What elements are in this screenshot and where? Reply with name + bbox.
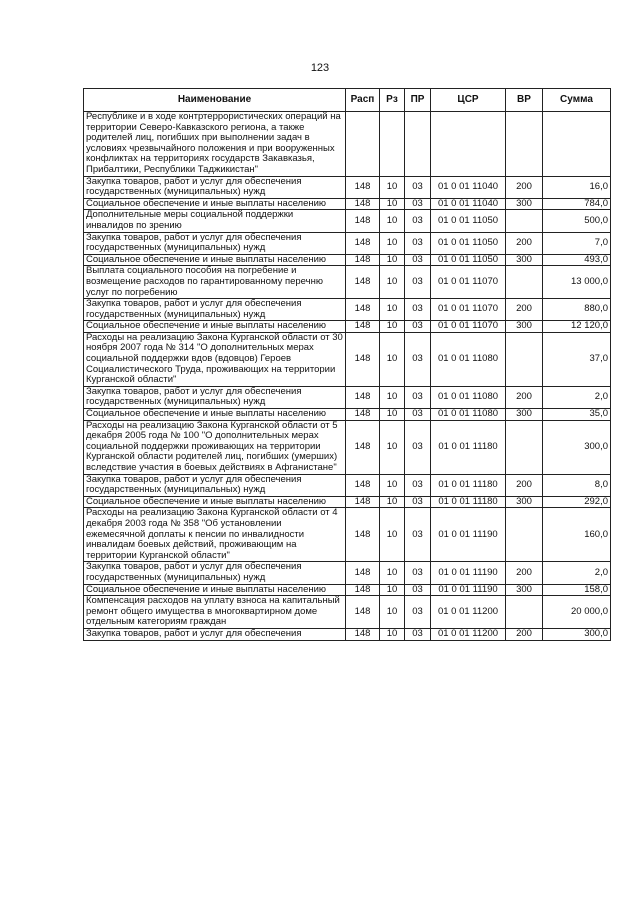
- page-number: 123: [310, 62, 330, 74]
- cell-vr: [506, 508, 543, 562]
- cell-rz: 10: [380, 420, 405, 474]
- cell-sum: 880,0: [543, 299, 611, 321]
- cell-csr: 01 0 01 11050: [431, 254, 506, 266]
- cell-rz: 10: [380, 176, 405, 198]
- cell-sum: 8,0: [543, 474, 611, 496]
- cell-rz: 10: [380, 232, 405, 254]
- cell-csr: 01 0 01 11080: [431, 386, 506, 408]
- table-row: [84, 474, 611, 496]
- cell-name: Социальное обеспечение и иные выплаты населению: [84, 584, 346, 596]
- table-row: [84, 584, 611, 596]
- cell-name: Социальное обеспечение и иные выплаты населению: [84, 496, 346, 508]
- cell-sum: 2,0: [543, 386, 611, 408]
- cell-name: Закупка товаров, работ и услуг для обеспечения государственных (муниципальных) нужд: [84, 562, 346, 584]
- cell-pr: 03: [405, 420, 431, 474]
- cell-sum: 7,0: [543, 232, 611, 254]
- cell-csr: 01 0 01 11070: [431, 299, 506, 321]
- cell-pr: 03: [405, 409, 431, 421]
- cell-pr: 03: [405, 332, 431, 386]
- cell-rasp: 148: [346, 562, 380, 584]
- cell-pr: 03: [405, 386, 431, 408]
- cell-vr: [506, 112, 543, 177]
- cell-name: Закупка товаров, работ и услуг для обеспечения государственных (муниципальных) нужд: [84, 232, 346, 254]
- cell-rz: 10: [380, 198, 405, 210]
- cell-name: Расходы на реализацию Закона Курганской области от 4 декабря 2003 года № 358 "Об установлении ежемесячной доплаты к пенсии по инвалидности инвалидам боевых действий, проживающим на территории Курганской области": [84, 508, 346, 562]
- cell-rz: 10: [380, 386, 405, 408]
- cell-csr: 01 0 01 11050: [431, 210, 506, 232]
- cell-vr: 200: [506, 628, 543, 640]
- cell-csr: 01 0 01 11080: [431, 332, 506, 386]
- cell-name: Социальное обеспечение и иные выплаты населению: [84, 198, 346, 210]
- cell-csr: 01 0 01 11180: [431, 496, 506, 508]
- cell-rz: 10: [380, 596, 405, 629]
- cell-rz: 10: [380, 321, 405, 333]
- cell-vr: 300: [506, 254, 543, 266]
- table-row: [84, 386, 611, 408]
- cell-sum: 158,0: [543, 584, 611, 596]
- cell-sum: 37,0: [543, 332, 611, 386]
- cell-csr: 01 0 01 11190: [431, 508, 506, 562]
- cell-pr: [405, 112, 431, 177]
- cell-name: Закупка товаров, работ и услуг для обеспечения: [84, 628, 346, 640]
- cell-rasp: 148: [346, 420, 380, 474]
- cell-csr: 01 0 01 11040: [431, 198, 506, 210]
- cell-name: Закупка товаров, работ и услуг для обеспечения государственных (муниципальных) нужд: [84, 176, 346, 198]
- table-row: [84, 232, 611, 254]
- cell-sum: 12 120,0: [543, 321, 611, 333]
- cell-pr: 03: [405, 254, 431, 266]
- cell-vr: 300: [506, 198, 543, 210]
- cell-csr: 01 0 01 11190: [431, 562, 506, 584]
- cell-pr: 03: [405, 232, 431, 254]
- table-row: [84, 210, 611, 232]
- table-row: [84, 299, 611, 321]
- cell-rasp: 148: [346, 299, 380, 321]
- table-row: [84, 409, 611, 421]
- cell-pr: 03: [405, 584, 431, 596]
- col-header-sum: Сумма: [543, 89, 611, 112]
- cell-csr: 01 0 01 11200: [431, 628, 506, 640]
- cell-csr: 01 0 01 11050: [431, 232, 506, 254]
- cell-rz: 10: [380, 562, 405, 584]
- cell-pr: 03: [405, 198, 431, 210]
- cell-rasp: 148: [346, 386, 380, 408]
- budget-table: [83, 88, 611, 641]
- table-row: [84, 176, 611, 198]
- cell-pr: 03: [405, 266, 431, 299]
- cell-csr: 01 0 01 11180: [431, 474, 506, 496]
- cell-sum: 784,0: [543, 198, 611, 210]
- cell-rasp: 148: [346, 596, 380, 629]
- cell-vr: 200: [506, 474, 543, 496]
- cell-csr: 01 0 01 11080: [431, 409, 506, 421]
- cell-vr: 200: [506, 299, 543, 321]
- cell-rz: 10: [380, 628, 405, 640]
- table-row: [84, 254, 611, 266]
- cell-vr: [506, 266, 543, 299]
- cell-rasp: 148: [346, 474, 380, 496]
- cell-sum: 300,0: [543, 628, 611, 640]
- table-row: [84, 508, 611, 562]
- table-row: [84, 628, 611, 640]
- cell-rz: 10: [380, 508, 405, 562]
- cell-vr: 200: [506, 176, 543, 198]
- cell-vr: 300: [506, 409, 543, 421]
- cell-pr: 03: [405, 508, 431, 562]
- cell-name: Компенсация расходов на уплату взноса на капитальный ремонт общего имущества в многоквартирном доме отдельным категориям граждан: [84, 596, 346, 629]
- cell-csr: [431, 112, 506, 177]
- cell-csr: 01 0 01 11040: [431, 176, 506, 198]
- cell-csr: 01 0 01 11070: [431, 266, 506, 299]
- cell-name: Социальное обеспечение и иные выплаты населению: [84, 254, 346, 266]
- cell-rz: 10: [380, 474, 405, 496]
- cell-name: Социальное обеспечение и иные выплаты населению: [84, 409, 346, 421]
- cell-name: Закупка товаров, работ и услуг для обеспечения государственных (муниципальных) нужд: [84, 299, 346, 321]
- cell-vr: 200: [506, 386, 543, 408]
- cell-vr: [506, 596, 543, 629]
- cell-vr: 300: [506, 584, 543, 596]
- table-row: [84, 332, 611, 386]
- table-row: [84, 420, 611, 474]
- cell-rz: 10: [380, 584, 405, 596]
- cell-name: Закупка товаров, работ и услуг для обеспечения государственных (муниципальных) нужд: [84, 386, 346, 408]
- cell-name: Расходы на реализацию Закона Курганской области от 5 декабря 2005 года № 100 "О дополнительных мерах социальной поддержки проживающих на территории Курганской области родителей лиц, погибших (умерших) вследствие участия в боевых действиях в Афганистане": [84, 420, 346, 474]
- cell-rz: 10: [380, 254, 405, 266]
- cell-csr: 01 0 01 11190: [431, 584, 506, 596]
- table-row: [84, 266, 611, 299]
- cell-sum: 160,0: [543, 508, 611, 562]
- cell-pr: 03: [405, 496, 431, 508]
- cell-sum: 500,0: [543, 210, 611, 232]
- cell-pr: 03: [405, 176, 431, 198]
- cell-csr: 01 0 01 11200: [431, 596, 506, 629]
- cell-rz: 10: [380, 496, 405, 508]
- cell-vr: [506, 210, 543, 232]
- table-row: [84, 496, 611, 508]
- cell-vr: 200: [506, 232, 543, 254]
- cell-rz: 10: [380, 299, 405, 321]
- col-header-csr: ЦСР: [431, 89, 506, 112]
- cell-vr: [506, 420, 543, 474]
- cell-vr: 300: [506, 321, 543, 333]
- cell-name: Выплата социального пособия на погребение и возмещение расходов по гарантированному перечню услуг по погребению: [84, 266, 346, 299]
- cell-rasp: [346, 112, 380, 177]
- cell-rasp: 148: [346, 496, 380, 508]
- cell-sum: 13 000,0: [543, 266, 611, 299]
- cell-sum: 16,0: [543, 176, 611, 198]
- cell-sum: 20 000,0: [543, 596, 611, 629]
- table-header-row: [84, 89, 611, 112]
- cell-rasp: 148: [346, 321, 380, 333]
- cell-vr: 200: [506, 562, 543, 584]
- cell-rz: 10: [380, 266, 405, 299]
- cell-rasp: 148: [346, 628, 380, 640]
- cell-sum: 300,0: [543, 420, 611, 474]
- table-row: [84, 562, 611, 584]
- cell-rasp: 148: [346, 266, 380, 299]
- table-row: [84, 321, 611, 333]
- cell-pr: 03: [405, 596, 431, 629]
- cell-rz: 10: [380, 210, 405, 232]
- cell-name: Дополнительные меры социальной поддержки инвалидов по зрению: [84, 210, 346, 232]
- cell-rasp: 148: [346, 332, 380, 386]
- cell-pr: 03: [405, 299, 431, 321]
- cell-rz: 10: [380, 332, 405, 386]
- cell-sum: [543, 112, 611, 177]
- cell-pr: 03: [405, 562, 431, 584]
- cell-rasp: 148: [346, 508, 380, 562]
- cell-csr: 01 0 01 11070: [431, 321, 506, 333]
- table-row: [84, 112, 611, 177]
- cell-pr: 03: [405, 321, 431, 333]
- table-row: [84, 596, 611, 629]
- cell-rz: 10: [380, 409, 405, 421]
- cell-vr: [506, 332, 543, 386]
- cell-rz: [380, 112, 405, 177]
- cell-name: Закупка товаров, работ и услуг для обеспечения государственных (муниципальных) нужд: [84, 474, 346, 496]
- cell-rasp: 148: [346, 198, 380, 210]
- cell-name: Республике и в ходе контртеррористических операций на территории Северо-Кавказского региона, а также родителей лиц, погибших при выполнении задач в условиях чрезвычайного положения и при вооруженных конфликтах на территориях государств Закавказья, Прибалтики, Республики Таджикистан": [84, 112, 346, 177]
- col-header-name: Наименование: [84, 89, 346, 112]
- cell-sum: 2,0: [543, 562, 611, 584]
- cell-pr: 03: [405, 474, 431, 496]
- cell-name: Социальное обеспечение и иные выплаты населению: [84, 321, 346, 333]
- cell-sum: 292,0: [543, 496, 611, 508]
- col-header-rasp: Расп: [346, 89, 380, 112]
- cell-rasp: 148: [346, 409, 380, 421]
- cell-rasp: 148: [346, 232, 380, 254]
- col-header-rz: Рз: [380, 89, 405, 112]
- cell-vr: 300: [506, 496, 543, 508]
- cell-rasp: 148: [346, 254, 380, 266]
- cell-rasp: 148: [346, 176, 380, 198]
- col-header-vr: ВР: [506, 89, 543, 112]
- table-row: [84, 198, 611, 210]
- cell-name: Расходы на реализацию Закона Курганской области от 30 ноября 2007 года № 314 "О дополнительных мерах социальной поддержки вдов (вдовцов) Героев Социалистического Труда, проживающих на территории Курганской области": [84, 332, 346, 386]
- cell-sum: 493,0: [543, 254, 611, 266]
- cell-rasp: 148: [346, 210, 380, 232]
- cell-pr: 03: [405, 628, 431, 640]
- cell-csr: 01 0 01 11180: [431, 420, 506, 474]
- cell-rasp: 148: [346, 584, 380, 596]
- col-header-pr: ПР: [405, 89, 431, 112]
- cell-sum: 35,0: [543, 409, 611, 421]
- cell-pr: 03: [405, 210, 431, 232]
